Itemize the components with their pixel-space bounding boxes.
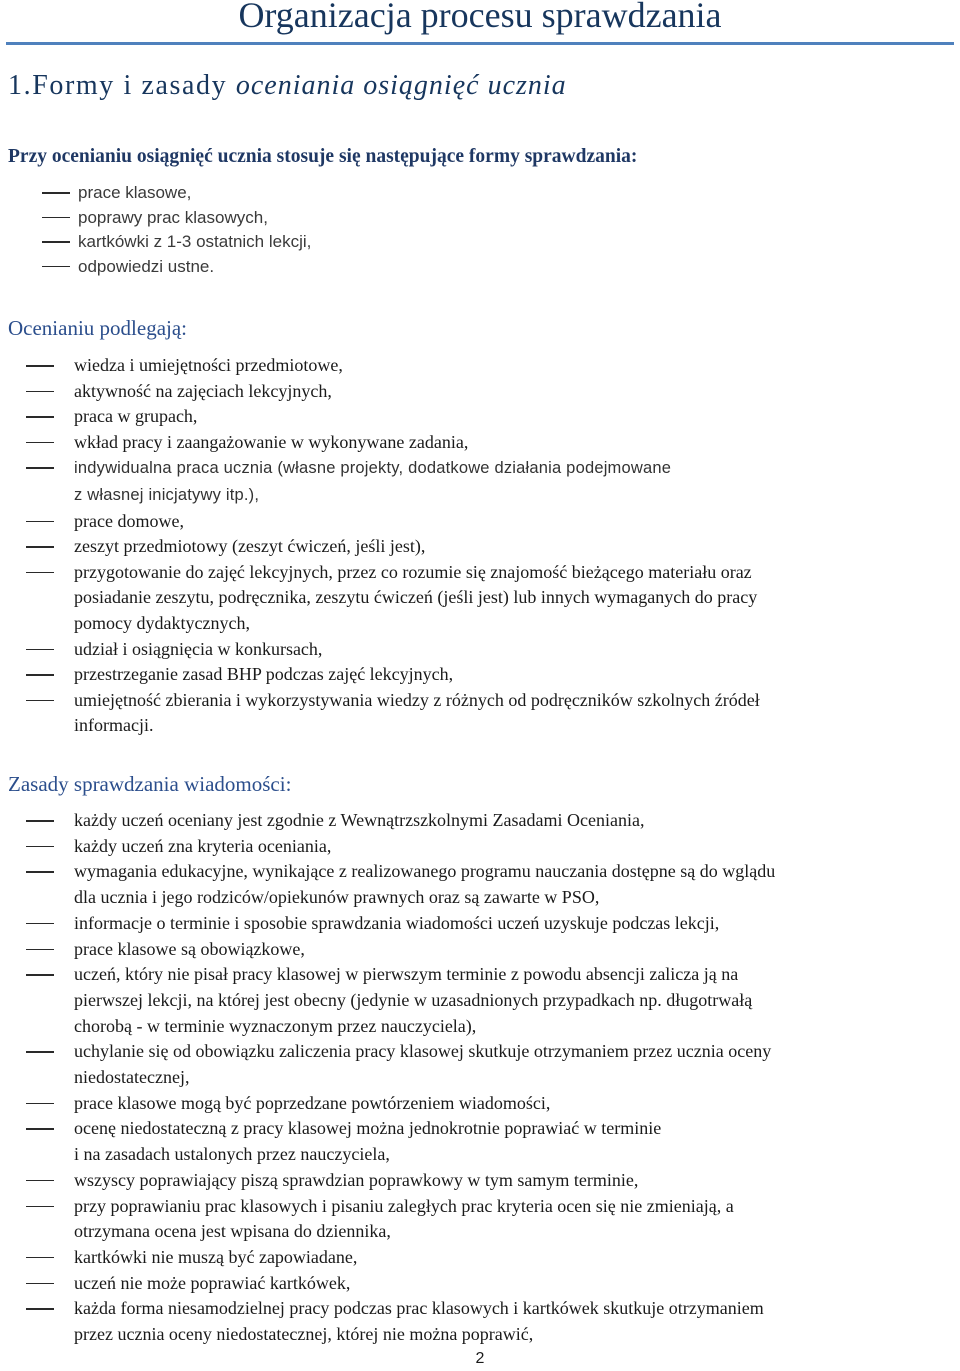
dash-bullet-icon <box>42 192 70 194</box>
list-item-line: przez ucznia oceny niedostatecznej, której nie można poprawić, <box>74 1324 534 1345</box>
list-item <box>8 859 775 910</box>
list-item <box>8 230 311 255</box>
dash-bullet-icon <box>26 1206 54 1208</box>
list-item-text: prace klasowe, <box>78 183 192 202</box>
list-item-line: każdy uczeń zna kryteria oceniania, <box>74 835 332 856</box>
list-item-line: otrzymana ocena jest wpisana do dziennika, <box>74 1221 391 1242</box>
section-heading <box>8 70 567 102</box>
assessed-heading: Ocenianiu podlegają: <box>8 316 188 340</box>
dash-bullet-icon <box>26 974 54 976</box>
list-item-line: każda forma niesamodzielnej pracy podczas prac klasowych i kartkówek skutkuje otrzymaniem <box>74 1298 764 1319</box>
list-item-line: pierwszej lekcji, na której jest obecny (jedynie w uzasadnionych przypadkach np. długotrwałą <box>74 989 753 1010</box>
list-item <box>8 379 760 405</box>
list-item-line: każdy uczeń oceniany jest zgodnie z Wewnątrzszkolnymi Zasadami Oceniania, <box>74 810 645 830</box>
list-item <box>8 430 760 456</box>
list-item-line: z własnej inicjatywy itp.), <box>74 485 260 504</box>
section-heading-prefix: 1.Formy i zasady <box>8 70 236 101</box>
list-item <box>8 509 760 535</box>
list-item-line: chorobą - w terminie wyznaczonym przez nauczyciela), <box>74 1015 477 1036</box>
list-item-line: i na zasadach ustalonych przez nauczyciela, <box>74 1144 390 1165</box>
list-item-line: posiadanie zeszytu, podręcznika, zeszytu ćwiczeń (jeśli jest) lub innych wymaganych do pracy <box>74 587 758 608</box>
list-item <box>8 637 760 663</box>
dash-bullet-icon <box>26 1180 54 1182</box>
list-item-line: umiejętność zbierania i wykorzystywania wiedzy z różnych od podręczników szkolnych źródeł <box>74 689 760 710</box>
list-item <box>8 1039 775 1090</box>
list-item <box>8 962 775 1039</box>
list-item-line: indywidualna praca ucznia (własne projekty, dodatkowe działania podejmowane <box>74 459 672 478</box>
list-item-line: informacje o terminie i sposobie sprawdzania wiadomości uczeń uzyskuje podczas lekcji, <box>74 912 720 933</box>
dash-bullet-icon <box>26 1257 54 1259</box>
dash-bullet-icon <box>26 1051 54 1053</box>
list-item-line: prace domowe, <box>74 510 184 531</box>
dash-bullet-icon <box>26 391 54 393</box>
dash-bullet-icon <box>26 467 54 469</box>
dash-bullet-icon <box>26 700 54 702</box>
list-item-line: uczeń, który nie pisał pracy klasowej w pierwszym terminie z powodu absencji zalicza ją na <box>74 964 739 985</box>
list-item-line: pomocy dydaktycznych, <box>74 612 250 633</box>
list-item <box>8 1296 775 1347</box>
list-item-text: kartkówki z 1-3 ostatnich lekcji, <box>78 232 312 251</box>
dash-bullet-icon <box>26 820 54 822</box>
list-item <box>8 1271 775 1297</box>
list-item <box>8 181 311 206</box>
dash-bullet-icon <box>26 1308 54 1310</box>
dash-bullet-icon <box>42 241 70 243</box>
list-item <box>8 353 760 379</box>
title-underline <box>6 42 954 45</box>
list-item-line: wiedza i umiejętności przedmiotowe, <box>74 355 343 375</box>
dash-bullet-icon <box>26 416 54 418</box>
dash-bullet-icon <box>26 1103 54 1105</box>
list-item <box>8 255 311 280</box>
page-number: 2 <box>475 1350 485 1367</box>
dash-bullet-icon <box>42 217 70 219</box>
dash-bullet-icon <box>26 521 54 523</box>
list-item-line: niedostatecznej, <box>74 1067 190 1088</box>
list-item <box>8 937 775 963</box>
list-item-line: dla ucznia i jego rodziców/opiekunów prawnych oraz są zawarte w PSO, <box>74 887 600 908</box>
list-item-line: przygotowanie do zajęć lekcyjnych, przez co rozumie się znajomość bieżącego materiału oraz <box>74 561 752 582</box>
list-item <box>8 534 760 560</box>
list-item <box>8 1116 775 1167</box>
page-title: Organizacja procesu sprawdzania <box>238 0 722 35</box>
dash-bullet-icon <box>26 846 54 848</box>
dash-bullet-icon <box>26 442 54 444</box>
list-item-line: kartkówki nie muszą być zapowiadane, <box>74 1246 358 1267</box>
list-item <box>8 404 760 430</box>
list-item-line: prace klasowe mogą być poprzedzane powtórzeniem wiadomości, <box>74 1092 551 1113</box>
list-item-line: wymagania edukacyjne, wynikające z realizowanego programu nauczania dostępne są do wglądu <box>74 861 776 882</box>
list-item-text: odpowiedzi ustne. <box>78 256 215 276</box>
list-item-line: udział i osiągnięcia w konkursach, <box>74 638 323 659</box>
dash-bullet-icon <box>26 674 54 676</box>
rules-list <box>8 808 775 1348</box>
list-item-line: informacji. <box>74 715 154 736</box>
section-heading-italic: oceniania osiągnięć ucznia <box>235 70 567 101</box>
list-item <box>8 911 775 937</box>
dash-bullet-icon <box>26 949 54 951</box>
list-item <box>8 206 311 231</box>
dash-bullet-icon <box>42 266 70 268</box>
list-item-line: praca w grupach, <box>74 406 198 427</box>
list-item-line: wkład pracy i zaangażowanie w wykonywane zadania, <box>74 431 469 452</box>
list-item-line: wszyscy poprawiający piszą sprawdzian poprawkowy w tym samym terminie, <box>74 1169 639 1190</box>
dash-bullet-icon <box>26 871 54 873</box>
dash-bullet-icon <box>26 923 54 925</box>
list-item <box>8 560 760 637</box>
list-item <box>8 808 775 834</box>
list-item-line: ocenę niedostateczną z pracy klasowej można jednokrotnie poprawiać w terminie <box>74 1118 662 1139</box>
dash-bullet-icon <box>26 365 54 367</box>
list-item-line: aktywność na zajęciach lekcyjnych, <box>74 380 332 401</box>
list-item <box>8 688 760 739</box>
forms-heading: Przy ocenianiu osiągnięć ucznia stosuje się następujące formy sprawdzania: <box>8 146 638 167</box>
dash-bullet-icon <box>26 649 54 651</box>
list-item <box>8 1091 775 1117</box>
list-item <box>8 1168 775 1194</box>
list-item <box>8 1245 775 1271</box>
dash-bullet-icon <box>26 1283 54 1285</box>
list-item-line: przestrzeganie zasad BHP podczas zajęć lekcyjnych, <box>74 664 454 685</box>
dash-bullet-icon <box>26 546 54 548</box>
rules-heading: Zasady sprawdzania wiadomości: <box>8 772 292 796</box>
list-item-line: przy poprawianiu prac klasowych i pisaniu zaległych prac kryteria ocen się nie zmieniają, a <box>74 1195 734 1216</box>
dash-bullet-icon <box>26 572 54 574</box>
list-item-line: uchylanie się od obowiązku zaliczenia pracy klasowej skutkuje otrzymaniem przez ucznia oceny <box>74 1041 772 1062</box>
list-item <box>8 834 775 860</box>
forms-list <box>8 181 311 279</box>
list-item-text: poprawy prac klasowych, <box>78 207 268 227</box>
list-item-line: uczeń nie może poprawiać kartkówek, <box>74 1272 351 1293</box>
list-item <box>8 455 760 508</box>
list-item <box>8 662 760 688</box>
list-item-line: prace klasowe są obowiązkowe, <box>74 938 305 959</box>
list-item <box>8 1194 775 1245</box>
list-item-line: zeszyt przedmiotowy (zeszyt ćwiczeń, jeśli jest), <box>74 536 426 557</box>
assessed-list <box>8 353 760 739</box>
dash-bullet-icon <box>26 1128 54 1130</box>
